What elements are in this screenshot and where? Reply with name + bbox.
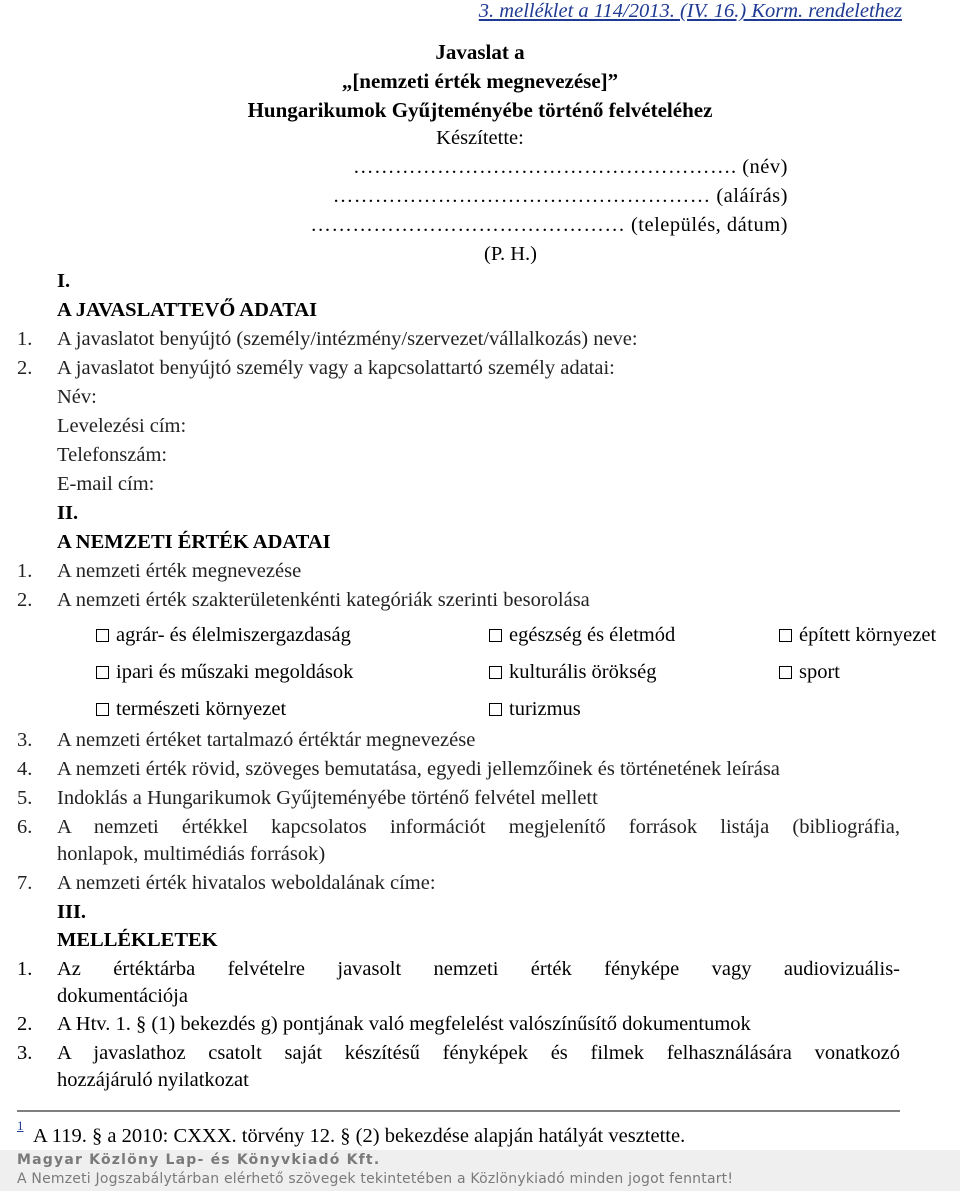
checkbox-icon[interactable] <box>779 629 792 642</box>
section-2-item-6-line-2: honlapok, multimédiás források) <box>57 843 326 865</box>
section-3-heading: MELLÉKLETEK <box>57 929 218 951</box>
category-kulturalis[interactable]: kulturális örökség <box>489 661 656 684</box>
section-3-item-3-line-2: hozzájáruló nyilatkozat <box>57 1069 249 1091</box>
field-address: Levelezési cím: <box>57 415 187 437</box>
annex-reference-link[interactable]: 3. melléklet a 114/2013. (IV. 16.) Korm. rendelethez <box>478 0 902 22</box>
item-number: 2. <box>17 589 33 611</box>
place-dots: ……………………………………… <box>310 214 626 236</box>
section-3-item-1-line-2: dokumentációja <box>57 985 188 1007</box>
item-text-line-1: A javaslathoz csatolt saját készítésű fényképek és filmek felhasználására vonatkozó <box>57 1042 900 1064</box>
item-text: A javaslatot benyújtó (személy/intézmény/szervezet/vállalkozás) neve: <box>57 328 638 350</box>
category-epitett[interactable]: épített környezet <box>779 624 936 647</box>
item-text: A nemzeti érték szakterületenkénti kategóriák szerinti besorolása <box>57 589 590 611</box>
item-number: 6. <box>17 816 33 838</box>
item-text: A Htv. 1. § (1) bekezdés g) pontjának való megfelelést valószínűsítő dokumentumok <box>57 1013 751 1035</box>
item-text: A nemzeti érték rövid, szöveges bemutatása, egyedi jellemzőinek és történetének leírása <box>57 758 780 780</box>
category-agrar[interactable]: agrár- és élelmiszergazdaság <box>96 624 351 647</box>
category-row-2 <box>0 661 960 687</box>
item-text-line-1: Az értéktárba felvételre javasolt nemzeti érték fényképe vagy audiovizuális- <box>57 958 900 980</box>
signature-sign-line <box>333 185 788 208</box>
field-name: Név: <box>57 386 97 408</box>
category-termeszeti[interactable]: természeti környezet <box>96 698 286 721</box>
item-number: 3. <box>17 729 33 751</box>
checkbox-icon[interactable] <box>489 703 502 716</box>
place-label: (település, dátum) <box>625 214 788 236</box>
item-number: 1. <box>17 958 33 980</box>
category-row-1 <box>0 624 960 650</box>
category-sport[interactable]: sport <box>779 661 840 684</box>
name-dots: ………………………………………………. <box>352 156 737 178</box>
item-text: A nemzeti érték megnevezése <box>57 560 302 582</box>
item-text: Indoklás a Hungarikumok Gyűjteményébe történő felvétel mellett <box>57 787 598 809</box>
sign-label: (aláírás) <box>710 185 788 207</box>
section-1-roman: I. <box>57 270 71 292</box>
item-number: 2. <box>17 357 33 379</box>
checkbox-icon[interactable] <box>96 703 109 716</box>
checkbox-icon[interactable] <box>489 666 502 679</box>
category-turizmus[interactable]: turizmus <box>489 698 581 721</box>
footnote-text: A 119. § a 2010: CXXX. törvény 12. § (2) bekezdése alapján hatályát vesztette. <box>33 1125 686 1147</box>
item-text: A javaslatot benyújtó személy vagy a kapcsolattartó személy adatai: <box>57 357 615 379</box>
signature-name-line <box>353 156 788 179</box>
item-number: 3. <box>17 1042 33 1064</box>
sign-dots: ……………………………………………… <box>332 185 711 207</box>
footer-rights: A Nemzeti Jogszabálytárban elérhető szövegek tekintetében a Közlönykiadó minden jogot fenntart! <box>17 1171 734 1187</box>
item-number: 7. <box>17 872 33 894</box>
checkbox-icon[interactable] <box>96 666 109 679</box>
category-ipari[interactable]: ipari és műszaki megoldások <box>96 661 353 684</box>
field-phone: Telefonszám: <box>57 444 168 466</box>
category-egeszseg[interactable]: egészség és életmód <box>489 624 675 647</box>
section-1-heading: A JAVASLATTEVŐ ADATAI <box>57 299 318 321</box>
title-line-2: „[nemzeti érték megnevezése]” <box>341 69 619 93</box>
name-label: (név) <box>736 156 788 178</box>
prepared-by-label: Készítette: <box>436 127 524 149</box>
footnote-mark-link[interactable]: 1 <box>17 1118 24 1133</box>
item-text-line-1: A nemzeti értékkel kapcsolatos információt megjelenítő források listája (bibliográfia, <box>57 816 900 838</box>
footer-publisher: Magyar Közlöny Lap- és Könyvkiadó Kft. <box>17 1152 381 1168</box>
footnote-separator <box>17 1110 900 1112</box>
item-number: 4. <box>17 758 33 780</box>
item-text: A nemzeti érték hivatalos weboldalának címe: <box>57 872 436 894</box>
item-text: A nemzeti értéket tartalmazó értéktár megnevezése <box>57 729 476 751</box>
seal-label: (P. H.) <box>484 243 537 265</box>
section-2-roman: II. <box>57 502 79 524</box>
field-email: E-mail cím: <box>57 473 155 495</box>
checkbox-icon[interactable] <box>779 666 792 679</box>
category-row-3 <box>0 698 960 724</box>
title-line-3: Hungarikumok Gyűjteményébe történő felvételéhez <box>247 98 713 122</box>
item-number: 2. <box>17 1013 33 1035</box>
section-3-roman: III. <box>57 901 87 923</box>
section-2-heading: A NEMZETI ÉRTÉK ADATAI <box>57 531 331 553</box>
title-line-1: Javaslat a <box>435 40 525 64</box>
item-number: 5. <box>17 787 33 809</box>
publisher-footer <box>0 1150 960 1191</box>
checkbox-icon[interactable] <box>489 629 502 642</box>
item-number: 1. <box>17 328 33 350</box>
item-number: 1. <box>17 560 33 582</box>
signature-place-line <box>310 214 788 237</box>
checkbox-icon[interactable] <box>96 629 109 642</box>
